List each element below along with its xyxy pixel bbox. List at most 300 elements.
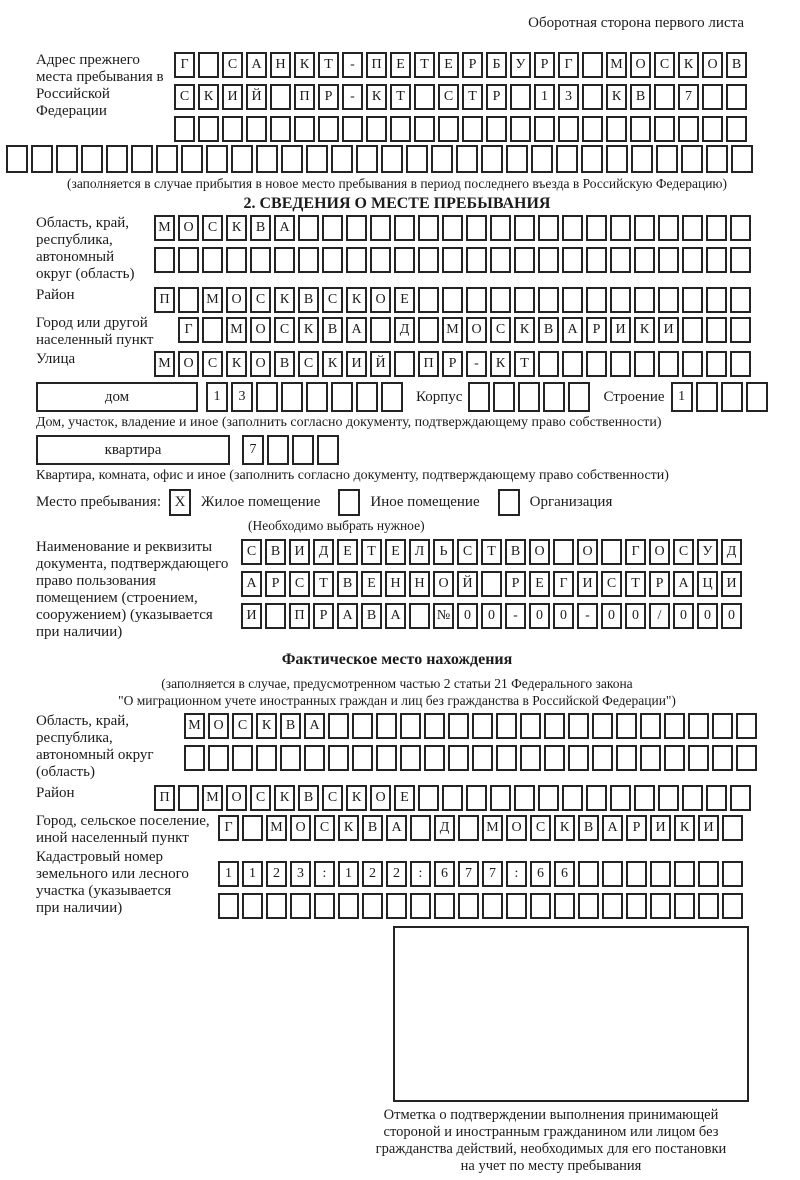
char-cell[interactable]: Е bbox=[394, 785, 415, 811]
char-cell[interactable]: О bbox=[370, 785, 391, 811]
char-cell[interactable]: С bbox=[601, 571, 622, 597]
cadastral-row-2[interactable] bbox=[218, 893, 746, 919]
char-cell[interactable]: М bbox=[202, 785, 223, 811]
char-cell[interactable]: И bbox=[346, 351, 367, 377]
char-cell[interactable] bbox=[202, 247, 223, 273]
char-cell[interactable] bbox=[520, 713, 541, 739]
char-cell[interactable]: О bbox=[178, 215, 199, 241]
char-cell[interactable] bbox=[356, 382, 378, 412]
char-cell[interactable] bbox=[730, 351, 751, 377]
char-cell[interactable] bbox=[543, 382, 565, 412]
actual-city-row[interactable] bbox=[218, 815, 746, 841]
char-cell[interactable] bbox=[442, 785, 463, 811]
char-cell[interactable]: Т bbox=[318, 52, 339, 78]
char-cell[interactable] bbox=[366, 116, 387, 142]
char-cell[interactable] bbox=[631, 145, 653, 173]
char-cell[interactable]: : bbox=[410, 861, 431, 887]
char-cell[interactable]: А bbox=[673, 571, 694, 597]
char-cell[interactable] bbox=[466, 785, 487, 811]
city-row[interactable] bbox=[178, 317, 754, 343]
char-cell[interactable]: 0 bbox=[481, 603, 502, 629]
document-row-1[interactable] bbox=[241, 539, 745, 565]
char-cell[interactable] bbox=[562, 215, 583, 241]
char-cell[interactable]: Л bbox=[409, 539, 430, 565]
district-row[interactable] bbox=[154, 287, 754, 313]
char-cell[interactable]: Г bbox=[553, 571, 574, 597]
char-cell[interactable] bbox=[496, 745, 517, 771]
char-cell[interactable]: С bbox=[250, 287, 271, 313]
char-cell[interactable] bbox=[682, 215, 703, 241]
char-cell[interactable] bbox=[292, 435, 314, 465]
char-cell[interactable]: Т bbox=[625, 571, 646, 597]
char-cell[interactable] bbox=[174, 116, 195, 142]
char-cell[interactable] bbox=[281, 382, 303, 412]
char-cell[interactable] bbox=[702, 84, 723, 110]
char-cell[interactable]: № bbox=[433, 603, 454, 629]
char-cell[interactable] bbox=[400, 745, 421, 771]
char-cell[interactable]: Г bbox=[174, 52, 195, 78]
char-cell[interactable]: Г bbox=[558, 52, 579, 78]
char-cell[interactable]: И bbox=[241, 603, 262, 629]
char-cell[interactable]: П bbox=[294, 84, 315, 110]
char-cell[interactable] bbox=[650, 893, 671, 919]
char-cell[interactable] bbox=[610, 247, 631, 273]
char-cell[interactable] bbox=[634, 785, 655, 811]
region-row-2[interactable] bbox=[154, 247, 754, 273]
char-cell[interactable] bbox=[242, 815, 263, 841]
char-cell[interactable]: Р bbox=[462, 52, 483, 78]
char-cell[interactable]: Г bbox=[625, 539, 646, 565]
char-cell[interactable] bbox=[406, 145, 428, 173]
char-cell[interactable] bbox=[270, 84, 291, 110]
char-cell[interactable]: 2 bbox=[266, 861, 287, 887]
char-cell[interactable] bbox=[558, 116, 579, 142]
prev-address-row-2[interactable] bbox=[174, 84, 750, 110]
char-cell[interactable] bbox=[722, 893, 743, 919]
char-cell[interactable]: О bbox=[290, 815, 311, 841]
char-cell[interactable] bbox=[656, 145, 678, 173]
char-cell[interactable] bbox=[376, 745, 397, 771]
char-cell[interactable] bbox=[538, 215, 559, 241]
char-cell[interactable] bbox=[342, 116, 363, 142]
char-cell[interactable] bbox=[658, 247, 679, 273]
char-cell[interactable] bbox=[246, 116, 267, 142]
char-cell[interactable]: Т bbox=[462, 84, 483, 110]
char-cell[interactable]: А bbox=[562, 317, 583, 343]
document-row-2[interactable] bbox=[241, 571, 745, 597]
char-cell[interactable] bbox=[706, 287, 727, 313]
char-cell[interactable] bbox=[682, 351, 703, 377]
char-cell[interactable] bbox=[553, 539, 574, 565]
char-cell[interactable] bbox=[634, 215, 655, 241]
char-cell[interactable] bbox=[410, 815, 431, 841]
char-cell[interactable] bbox=[654, 84, 675, 110]
char-cell[interactable] bbox=[490, 215, 511, 241]
char-cell[interactable]: И bbox=[721, 571, 742, 597]
char-cell[interactable]: И bbox=[222, 84, 243, 110]
char-cell[interactable]: Д bbox=[394, 317, 415, 343]
char-cell[interactable] bbox=[331, 382, 353, 412]
char-cell[interactable] bbox=[531, 145, 553, 173]
prev-address-row-1[interactable] bbox=[174, 52, 750, 78]
char-cell[interactable]: М bbox=[442, 317, 463, 343]
char-cell[interactable]: К bbox=[346, 287, 367, 313]
char-cell[interactable]: К bbox=[338, 815, 359, 841]
char-cell[interactable] bbox=[466, 215, 487, 241]
char-cell[interactable] bbox=[328, 713, 349, 739]
char-cell[interactable]: / bbox=[649, 603, 670, 629]
char-cell[interactable]: : bbox=[314, 861, 335, 887]
char-cell[interactable]: Й bbox=[457, 571, 478, 597]
char-cell[interactable]: Т bbox=[481, 539, 502, 565]
char-cell[interactable]: Н bbox=[385, 571, 406, 597]
char-cell[interactable] bbox=[482, 893, 503, 919]
char-cell[interactable] bbox=[736, 713, 757, 739]
char-cell[interactable] bbox=[650, 861, 671, 887]
char-cell[interactable]: 1 bbox=[671, 382, 693, 412]
char-cell[interactable]: С bbox=[241, 539, 262, 565]
char-cell[interactable] bbox=[586, 287, 607, 313]
char-cell[interactable]: С bbox=[202, 351, 223, 377]
char-cell[interactable]: К bbox=[294, 52, 315, 78]
char-cell[interactable] bbox=[658, 351, 679, 377]
prev-address-row-3[interactable] bbox=[174, 116, 750, 142]
char-cell[interactable]: С bbox=[174, 84, 195, 110]
char-cell[interactable] bbox=[538, 351, 559, 377]
char-cell[interactable]: М bbox=[184, 713, 205, 739]
char-cell[interactable]: Р bbox=[505, 571, 526, 597]
char-cell[interactable] bbox=[317, 435, 339, 465]
char-cell[interactable]: С bbox=[274, 317, 295, 343]
char-cell[interactable] bbox=[698, 893, 719, 919]
char-cell[interactable] bbox=[280, 745, 301, 771]
char-cell[interactable] bbox=[448, 745, 469, 771]
char-cell[interactable] bbox=[682, 785, 703, 811]
char-cell[interactable] bbox=[514, 247, 535, 273]
char-cell[interactable]: Т bbox=[313, 571, 334, 597]
char-cell[interactable] bbox=[290, 893, 311, 919]
document-row-3[interactable] bbox=[241, 603, 745, 629]
char-cell[interactable] bbox=[581, 145, 603, 173]
char-cell[interactable] bbox=[706, 215, 727, 241]
char-cell[interactable] bbox=[352, 713, 373, 739]
char-cell[interactable] bbox=[178, 785, 199, 811]
char-cell[interactable] bbox=[274, 247, 295, 273]
char-cell[interactable] bbox=[6, 145, 28, 173]
char-cell[interactable]: Й bbox=[246, 84, 267, 110]
char-cell[interactable]: А bbox=[241, 571, 262, 597]
char-cell[interactable] bbox=[562, 287, 583, 313]
char-cell[interactable] bbox=[370, 247, 391, 273]
char-cell[interactable] bbox=[418, 785, 439, 811]
street-row[interactable] bbox=[154, 351, 754, 377]
char-cell[interactable]: С bbox=[202, 215, 223, 241]
char-cell[interactable]: Е bbox=[529, 571, 550, 597]
char-cell[interactable]: В bbox=[337, 571, 358, 597]
char-cell[interactable] bbox=[586, 785, 607, 811]
char-cell[interactable]: С bbox=[222, 52, 243, 78]
char-cell[interactable]: С bbox=[490, 317, 511, 343]
char-cell[interactable]: Е bbox=[394, 287, 415, 313]
char-cell[interactable] bbox=[630, 116, 651, 142]
char-cell[interactable]: В bbox=[538, 317, 559, 343]
char-cell[interactable] bbox=[184, 745, 205, 771]
char-cell[interactable] bbox=[390, 116, 411, 142]
char-cell[interactable]: С bbox=[530, 815, 551, 841]
char-cell[interactable]: О bbox=[208, 713, 229, 739]
char-cell[interactable] bbox=[510, 116, 531, 142]
char-cell[interactable] bbox=[346, 215, 367, 241]
char-cell[interactable]: С bbox=[438, 84, 459, 110]
char-cell[interactable] bbox=[154, 247, 175, 273]
char-cell[interactable] bbox=[438, 116, 459, 142]
char-cell[interactable] bbox=[730, 287, 751, 313]
checkbox-residential[interactable]: X bbox=[169, 489, 191, 516]
char-cell[interactable] bbox=[256, 382, 278, 412]
char-cell[interactable] bbox=[674, 861, 695, 887]
char-cell[interactable]: В bbox=[265, 539, 286, 565]
char-cell[interactable] bbox=[376, 713, 397, 739]
apartment-cells[interactable] bbox=[242, 435, 342, 465]
char-cell[interactable]: К bbox=[198, 84, 219, 110]
char-cell[interactable]: 6 bbox=[554, 861, 575, 887]
char-cell[interactable]: Р bbox=[265, 571, 286, 597]
char-cell[interactable]: Д bbox=[434, 815, 455, 841]
char-cell[interactable] bbox=[606, 145, 628, 173]
char-cell[interactable]: 1 bbox=[218, 861, 239, 887]
char-cell[interactable]: - bbox=[577, 603, 598, 629]
char-cell[interactable]: К bbox=[256, 713, 277, 739]
char-cell[interactable]: И bbox=[577, 571, 598, 597]
char-cell[interactable]: С bbox=[232, 713, 253, 739]
char-cell[interactable] bbox=[514, 287, 535, 313]
char-cell[interactable]: С bbox=[289, 571, 310, 597]
char-cell[interactable]: О bbox=[178, 351, 199, 377]
char-cell[interactable] bbox=[726, 84, 747, 110]
char-cell[interactable] bbox=[634, 247, 655, 273]
char-cell[interactable]: В bbox=[630, 84, 651, 110]
char-cell[interactable] bbox=[231, 145, 253, 173]
char-cell[interactable] bbox=[610, 215, 631, 241]
char-cell[interactable] bbox=[456, 145, 478, 173]
char-cell[interactable]: О bbox=[370, 287, 391, 313]
char-cell[interactable] bbox=[582, 116, 603, 142]
char-cell[interactable]: А bbox=[346, 317, 367, 343]
char-cell[interactable]: К bbox=[226, 215, 247, 241]
char-cell[interactable] bbox=[554, 893, 575, 919]
char-cell[interactable]: Р bbox=[486, 84, 507, 110]
char-cell[interactable]: С bbox=[457, 539, 478, 565]
char-cell[interactable] bbox=[506, 145, 528, 173]
char-cell[interactable]: О bbox=[226, 287, 247, 313]
char-cell[interactable]: Т bbox=[361, 539, 382, 565]
char-cell[interactable] bbox=[706, 317, 727, 343]
char-cell[interactable]: П bbox=[366, 52, 387, 78]
char-cell[interactable] bbox=[682, 317, 703, 343]
char-cell[interactable] bbox=[538, 785, 559, 811]
char-cell[interactable]: П bbox=[154, 287, 175, 313]
char-cell[interactable] bbox=[510, 84, 531, 110]
char-cell[interactable] bbox=[222, 116, 243, 142]
char-cell[interactable] bbox=[458, 815, 479, 841]
char-cell[interactable]: 1 bbox=[242, 861, 263, 887]
char-cell[interactable]: Р bbox=[313, 603, 334, 629]
char-cell[interactable]: А bbox=[386, 815, 407, 841]
char-cell[interactable] bbox=[418, 287, 439, 313]
char-cell[interactable]: А bbox=[337, 603, 358, 629]
char-cell[interactable]: В bbox=[578, 815, 599, 841]
char-cell[interactable] bbox=[306, 382, 328, 412]
char-cell[interactable]: Т bbox=[390, 84, 411, 110]
char-cell[interactable] bbox=[682, 247, 703, 273]
char-cell[interactable] bbox=[722, 815, 743, 841]
char-cell[interactable]: П bbox=[154, 785, 175, 811]
char-cell[interactable] bbox=[601, 539, 622, 565]
char-cell[interactable]: М bbox=[606, 52, 627, 78]
char-cell[interactable] bbox=[448, 713, 469, 739]
char-cell[interactable] bbox=[304, 745, 325, 771]
char-cell[interactable] bbox=[414, 116, 435, 142]
char-cell[interactable] bbox=[306, 145, 328, 173]
char-cell[interactable] bbox=[538, 247, 559, 273]
char-cell[interactable]: И bbox=[610, 317, 631, 343]
char-cell[interactable] bbox=[156, 145, 178, 173]
char-cell[interactable] bbox=[338, 893, 359, 919]
char-cell[interactable]: 0 bbox=[673, 603, 694, 629]
char-cell[interactable] bbox=[400, 713, 421, 739]
char-cell[interactable] bbox=[370, 215, 391, 241]
char-cell[interactable] bbox=[414, 84, 435, 110]
char-cell[interactable] bbox=[721, 382, 743, 412]
char-cell[interactable] bbox=[538, 287, 559, 313]
char-cell[interactable] bbox=[731, 145, 753, 173]
char-cell[interactable]: И bbox=[650, 815, 671, 841]
checkbox-organization[interactable] bbox=[498, 489, 520, 516]
char-cell[interactable] bbox=[586, 215, 607, 241]
char-cell[interactable] bbox=[331, 145, 353, 173]
char-cell[interactable]: М bbox=[226, 317, 247, 343]
char-cell[interactable] bbox=[56, 145, 78, 173]
char-cell[interactable]: 7 bbox=[482, 861, 503, 887]
char-cell[interactable]: П bbox=[289, 603, 310, 629]
char-cell[interactable]: В bbox=[298, 287, 319, 313]
char-cell[interactable] bbox=[562, 785, 583, 811]
char-cell[interactable] bbox=[654, 116, 675, 142]
char-cell[interactable] bbox=[434, 893, 455, 919]
char-cell[interactable] bbox=[256, 745, 277, 771]
char-cell[interactable]: Д bbox=[721, 539, 742, 565]
char-cell[interactable] bbox=[592, 745, 613, 771]
char-cell[interactable]: 1 bbox=[534, 84, 555, 110]
char-cell[interactable] bbox=[674, 893, 695, 919]
char-cell[interactable]: 1 bbox=[206, 382, 228, 412]
char-cell[interactable] bbox=[131, 145, 153, 173]
char-cell[interactable] bbox=[688, 713, 709, 739]
char-cell[interactable] bbox=[409, 603, 430, 629]
char-cell[interactable] bbox=[294, 116, 315, 142]
char-cell[interactable] bbox=[606, 116, 627, 142]
char-cell[interactable]: К bbox=[298, 317, 319, 343]
char-cell[interactable]: В bbox=[361, 603, 382, 629]
char-cell[interactable] bbox=[658, 785, 679, 811]
char-cell[interactable] bbox=[298, 215, 319, 241]
char-cell[interactable]: К bbox=[274, 287, 295, 313]
char-cell[interactable]: - bbox=[505, 603, 526, 629]
char-cell[interactable] bbox=[466, 247, 487, 273]
char-cell[interactable]: С bbox=[250, 785, 271, 811]
char-cell[interactable] bbox=[610, 785, 631, 811]
char-cell[interactable]: О bbox=[702, 52, 723, 78]
char-cell[interactable] bbox=[678, 116, 699, 142]
char-cell[interactable] bbox=[530, 893, 551, 919]
char-cell[interactable]: О bbox=[226, 785, 247, 811]
char-cell[interactable] bbox=[31, 145, 53, 173]
char-cell[interactable] bbox=[726, 116, 747, 142]
char-cell[interactable]: 2 bbox=[386, 861, 407, 887]
char-cell[interactable] bbox=[178, 247, 199, 273]
char-cell[interactable]: К bbox=[514, 317, 535, 343]
char-cell[interactable]: Е bbox=[385, 539, 406, 565]
char-cell[interactable]: 2 bbox=[362, 861, 383, 887]
char-cell[interactable] bbox=[602, 893, 623, 919]
char-cell[interactable]: О bbox=[466, 317, 487, 343]
char-cell[interactable]: А bbox=[385, 603, 406, 629]
char-cell[interactable] bbox=[381, 145, 403, 173]
char-cell[interactable]: Й bbox=[370, 351, 391, 377]
actual-region-row-2[interactable] bbox=[184, 745, 760, 771]
cadastral-row-1[interactable] bbox=[218, 861, 746, 887]
char-cell[interactable]: 1 bbox=[338, 861, 359, 887]
char-cell[interactable] bbox=[322, 215, 343, 241]
house-number-cells[interactable] bbox=[206, 382, 406, 412]
char-cell[interactable] bbox=[458, 893, 479, 919]
char-cell[interactable] bbox=[418, 247, 439, 273]
char-cell[interactable] bbox=[472, 745, 493, 771]
char-cell[interactable] bbox=[298, 247, 319, 273]
char-cell[interactable]: Р bbox=[442, 351, 463, 377]
char-cell[interactable] bbox=[424, 713, 445, 739]
char-cell[interactable]: Г bbox=[178, 317, 199, 343]
char-cell[interactable] bbox=[658, 215, 679, 241]
char-cell[interactable]: Т bbox=[414, 52, 435, 78]
char-cell[interactable] bbox=[706, 351, 727, 377]
char-cell[interactable] bbox=[640, 745, 661, 771]
char-cell[interactable] bbox=[242, 893, 263, 919]
char-cell[interactable]: 3 bbox=[290, 861, 311, 887]
char-cell[interactable] bbox=[568, 382, 590, 412]
region-row-1[interactable] bbox=[154, 215, 754, 241]
char-cell[interactable]: 0 bbox=[529, 603, 550, 629]
char-cell[interactable]: С bbox=[322, 287, 343, 313]
char-cell[interactable] bbox=[626, 893, 647, 919]
char-cell[interactable] bbox=[442, 215, 463, 241]
char-cell[interactable]: - bbox=[342, 52, 363, 78]
char-cell[interactable] bbox=[556, 145, 578, 173]
char-cell[interactable] bbox=[506, 893, 527, 919]
prev-address-row-4[interactable] bbox=[6, 145, 758, 173]
char-cell[interactable] bbox=[681, 145, 703, 173]
char-cell[interactable]: 0 bbox=[601, 603, 622, 629]
char-cell[interactable] bbox=[394, 247, 415, 273]
char-cell[interactable]: Е bbox=[438, 52, 459, 78]
char-cell[interactable]: А bbox=[304, 713, 325, 739]
char-cell[interactable] bbox=[616, 713, 637, 739]
char-cell[interactable] bbox=[431, 145, 453, 173]
char-cell[interactable] bbox=[106, 145, 128, 173]
char-cell[interactable]: Р bbox=[534, 52, 555, 78]
char-cell[interactable] bbox=[514, 215, 535, 241]
char-cell[interactable] bbox=[712, 745, 733, 771]
